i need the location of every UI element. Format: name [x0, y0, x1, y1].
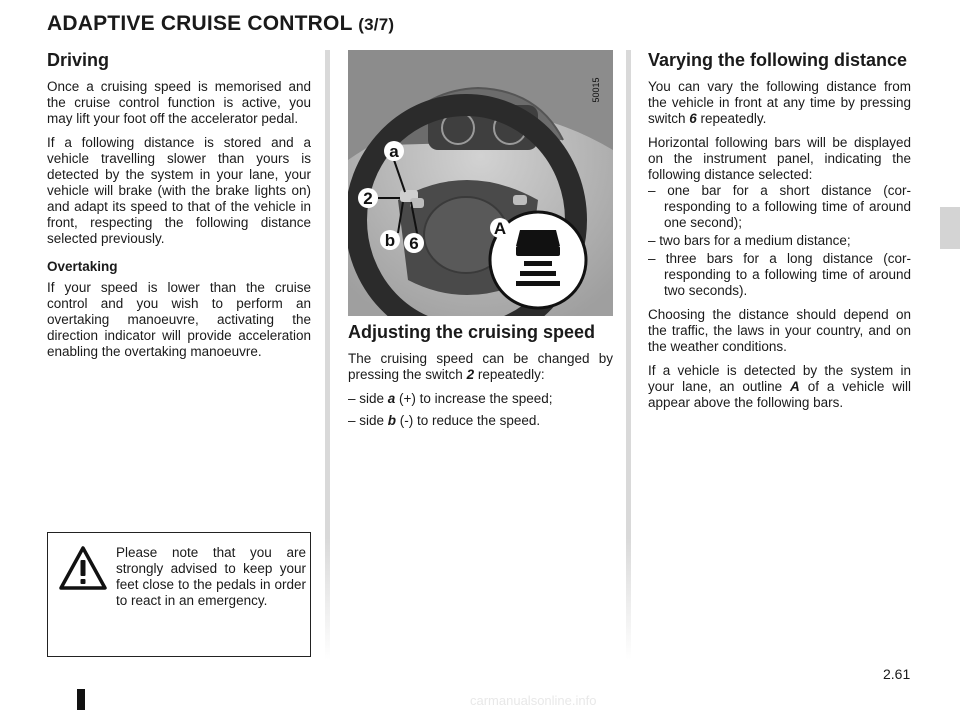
label-6: 6: [409, 234, 419, 253]
column-following-distance: [648, 50, 911, 419]
label-A: A: [493, 219, 507, 238]
list-item: – side b (-) to reduce the speed.: [348, 413, 541, 428]
list-item: – three bars for a long distance (corresponding to a following time of around two seconds).: [648, 251, 911, 298]
paragraph: Choosing the distance should depend on the traffic, the laws in your country, and on the weather conditions.: [648, 307, 911, 354]
illustration-code: 50015: [591, 77, 601, 103]
paragraph: Once a cruising speed is memorised and the cruise control function is active, you may lift your foot off the accelerator pedal.: [47, 79, 311, 126]
section-heading-driving: Driving: [47, 50, 110, 70]
watermark: carmanualsonline.info: [470, 693, 597, 708]
column-adjusting: [348, 322, 613, 431]
paragraph: If a vehicle is detected by the system in your lane, an outline A of a vehicle will appear above the following bars.: [648, 363, 912, 410]
subheading-overtaking: Overtaking: [47, 259, 118, 274]
label-a: a: [389, 142, 399, 161]
list-item: – side a (+) to increase the speed;: [348, 391, 553, 406]
label-b: b: [384, 231, 396, 250]
label-2: 2: [363, 189, 373, 208]
corner-bar: [77, 689, 85, 710]
column-divider: [325, 50, 330, 660]
warning-box: [47, 532, 311, 657]
section-heading-adjusting: Adjusting the cruising speed: [348, 322, 596, 342]
paragraph: If your speed is lower than the cruise control and you wish to perform an overtaking manoeuvre, activating the direction indicator will provide acceleration enabling the overtaking manoeuvre.: [47, 280, 311, 359]
page-number: 2.61: [883, 666, 911, 682]
section-heading-following-distance: Varying the following distance: [648, 50, 908, 70]
paragraph: If a following distance is stored and a vehicle travelling slower than yours is detected by the system in your lane, your vehicle will brake (with the brake lights on) and adapt its speed to that of the vehicle in front, respecting the following distance selected previously.: [47, 135, 311, 246]
page-subtitle: (3/7): [358, 15, 395, 34]
paragraph: Horizontal following bars will be displayed on the instrument panel, indicating the following distance selected:: [648, 135, 911, 182]
column-divider: [626, 50, 631, 660]
warning-text: Please note that you are strongly advised to keep your feet close to the pedals in order to react in an emergency.: [116, 545, 306, 608]
steering-wheel-illustration: [348, 50, 613, 316]
list-item: – two bars for a medium distance;: [648, 233, 851, 248]
chapter-tab-marker: [940, 207, 960, 249]
paragraph: The cruising speed can be changed by pressing the switch 2 repeatedly:: [348, 351, 613, 382]
page-title: ADAPTIVE CRUISE CONTROL (3/7): [47, 12, 395, 35]
column-driving: [47, 50, 311, 368]
list-item: – one bar for a short distance (corresponding to a following time of around one second);: [648, 183, 911, 230]
paragraph: You can vary the following distance from the vehicle in front at any time by pressing switch 6 repeatedly.: [648, 79, 911, 126]
